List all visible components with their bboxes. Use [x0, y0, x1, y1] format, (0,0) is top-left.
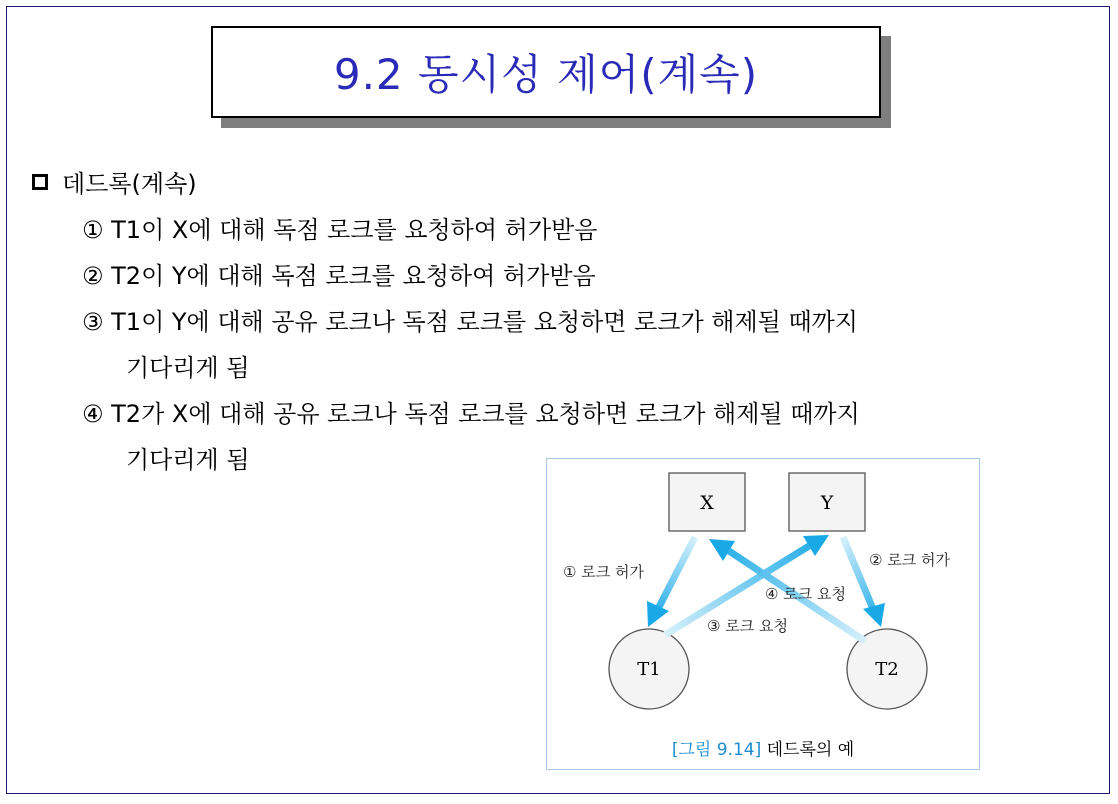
- node-x-label: X: [700, 492, 714, 514]
- label-lock-granted-2: ② 로크 허가: [869, 551, 950, 569]
- deadlock-figure: [546, 458, 980, 770]
- title-box: [211, 26, 881, 118]
- figure-caption: [547, 735, 979, 760]
- list-item-3: ③ T1이 Y에 대해 공유 로크나 독점 로크를 요청하면 로크가 해제될 때까지: [82, 308, 858, 336]
- label-lock-request-3: ③ 로크 요청: [707, 617, 788, 635]
- node-t1-label: T1: [637, 659, 661, 680]
- checkbox-bullet-icon: [32, 174, 48, 190]
- list-item-1: ① T1이 X에 대해 독점 로크를 요청하여 허가받음: [82, 216, 598, 244]
- arrow-lock-granted-y-t2: [843, 537, 873, 609]
- section-title: 데드록(계속): [62, 170, 197, 198]
- node-t2-label: T2: [875, 659, 899, 680]
- list-item-4: ④ T2가 X에 대해 공유 로크나 독점 로크를 요청하면 로크가 해제될 때까지: [82, 400, 860, 428]
- list-item-2: ② T2이 Y에 대해 독점 로크를 요청하여 허가받음: [82, 262, 596, 290]
- figure-caption-text: 데드록의 예: [766, 740, 855, 760]
- figure-caption-number: [그림 9.14]: [671, 740, 762, 760]
- section-heading: [32, 164, 197, 199]
- slide-title: 9.2 동시성 제어(계속): [333, 50, 759, 99]
- list-item-4-continuation: 기다리게 됨: [126, 446, 250, 474]
- arrow-head-t2: [863, 603, 885, 627]
- arrow-lock-granted-x-t1: [659, 537, 695, 607]
- label-lock-request-4: ④ 로크 요청: [765, 585, 846, 603]
- label-lock-granted-1: ① 로크 허가: [563, 563, 644, 581]
- node-y-label: Y: [820, 492, 834, 514]
- deadlock-diagram: [547, 459, 981, 771]
- list-item-3-continuation: 기다리게 됨: [126, 354, 250, 382]
